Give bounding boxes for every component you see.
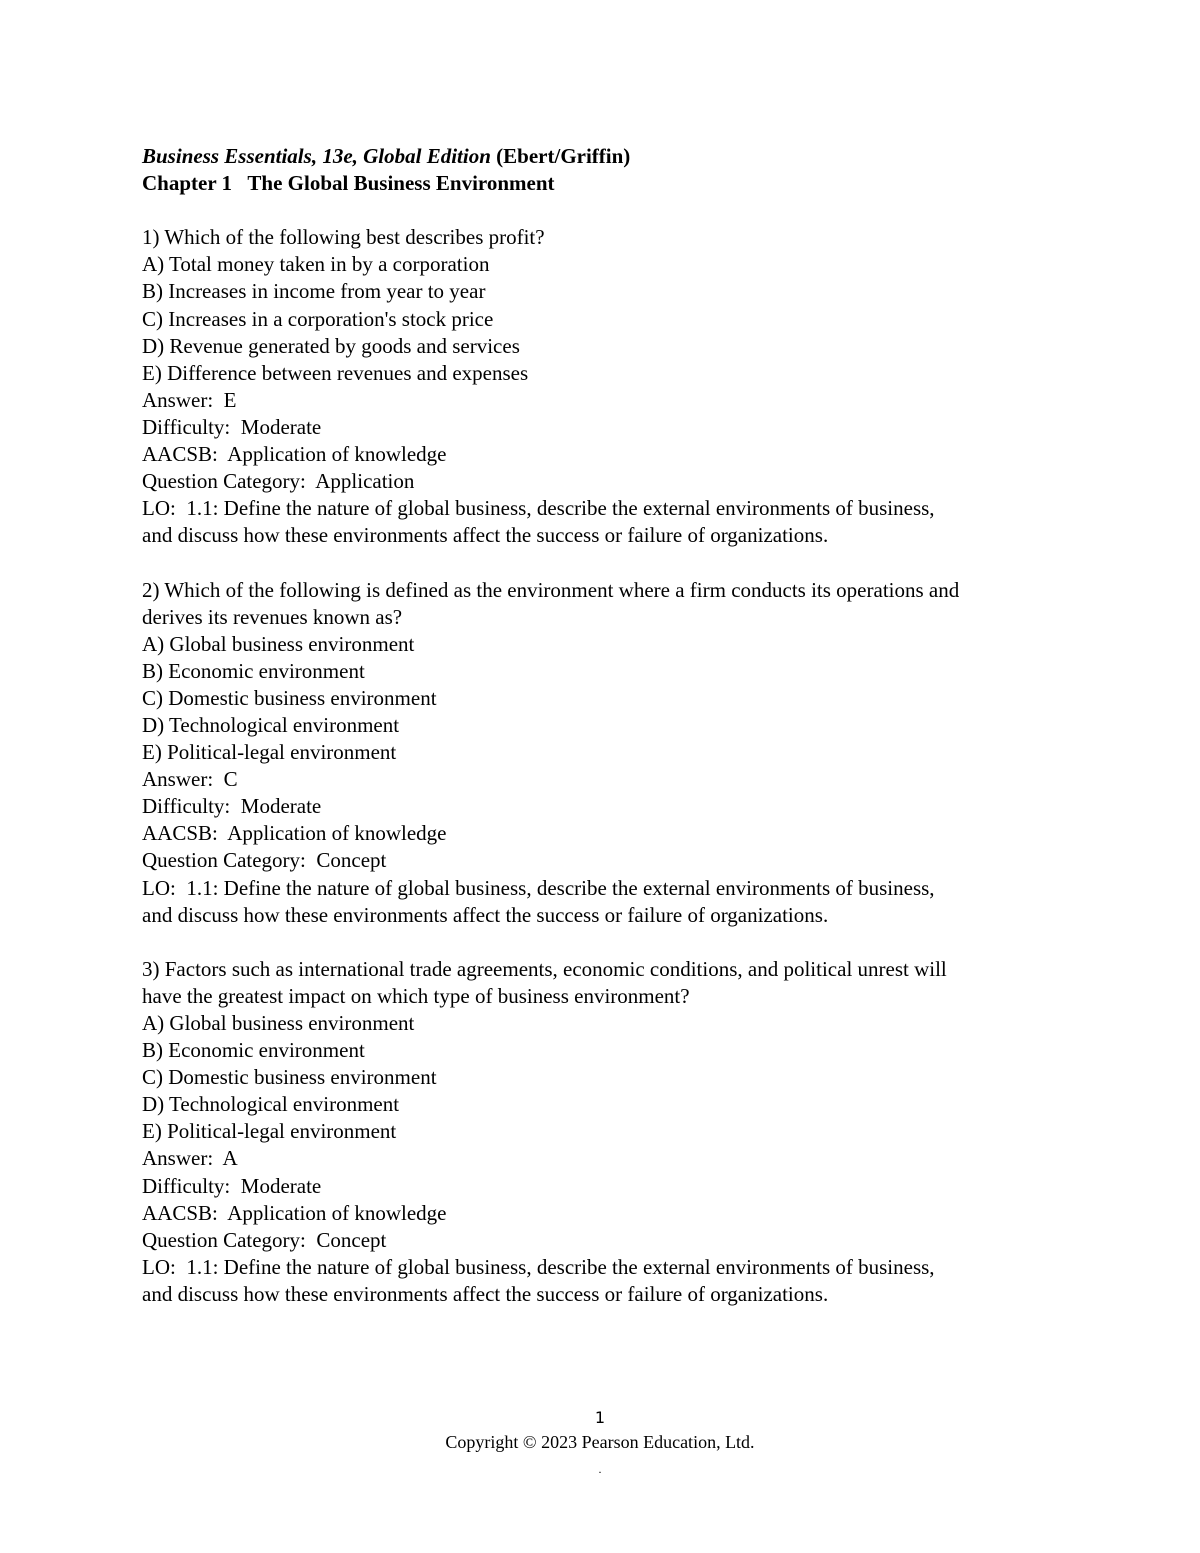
difficulty: Difficulty: Moderate [142,1173,322,1198]
footer-dot: . [598,1462,602,1476]
book-title-italic: Business Essentials, 13e, Global Edition [142,144,491,168]
difficulty: Difficulty: Moderate [142,414,322,439]
book-authors: (Ebert/Griffin) [490,144,631,168]
difficulty: Difficulty: Moderate [142,794,322,819]
answer-option: E) Political-legal environment [142,740,397,765]
answer-option: E) Difference between revenues and expenses [142,360,529,385]
learning-objective: and discuss how these environments affect the success or failure of organizations. [142,902,829,927]
page-number: 1 [594,1408,606,1427]
aacsb: AACSB: Application of knowledge [142,1200,447,1225]
answer-option: D) Revenue generated by goods and services [142,333,520,358]
question-stem: have the greatest impact on which type of business environment? [142,983,690,1008]
answer-key: Answer: A [142,1146,238,1171]
learning-objective: LO: 1.1: Define the nature of global business, describe the external environments of business, [142,875,935,900]
spacer [142,549,1102,576]
answer-key: Answer: E [142,387,237,412]
copyright-notice: Copyright © 2023 Pearson Education, Ltd. [445,1432,755,1452]
book-title [142,143,1102,170]
chapter-heading: Chapter 1 The Global Business Environment [142,171,555,196]
answer-option: B) Increases in income from year to year [142,279,486,304]
question-category: Question Category: Concept [142,848,387,873]
question-stem: derives its revenues known as? [142,604,403,629]
answer-option: B) Economic environment [142,1038,365,1063]
answer-option: D) Technological environment [142,712,400,737]
answer-option: A) Global business environment [142,631,415,656]
answer-option: B) Economic environment [142,658,365,683]
answer-option: A) Global business environment [142,1011,415,1035]
aacsb: AACSB: Application of knowledge [142,821,447,846]
document-page [142,143,1102,1308]
answer-option: C) Increases in a corporation's stock price [142,306,494,331]
question-category: Question Category: Concept [142,1227,387,1252]
answer-option: C) Domestic business environment [142,1065,437,1090]
learning-objective: and discuss how these environments affect the success or failure of organizations. [142,1281,829,1306]
learning-objective: and discuss how these environments affect the success or failure of organizations. [142,523,829,548]
question-block [142,224,1102,549]
learning-objective: LO: 1.1: Define the nature of global business, describe the external environments of business, [142,496,935,521]
spacer [142,197,1102,224]
question-stem: 1) Which of the following best describes profit? [142,225,545,250]
question-block [142,956,1102,1308]
question-stem: 3) Factors such as international trade agreements, economic conditions, and political unrest will [142,956,947,981]
learning-objective: LO: 1.1: Define the nature of global business, describe the external environments of business, [142,1254,935,1279]
answer-option: A) Total money taken in by a corporation [142,252,490,277]
question-block [142,577,1102,929]
spacer [142,929,1102,956]
answer-option: D) Technological environment [142,1092,400,1117]
answer-key: Answer: C [142,767,238,792]
answer-option: C) Domestic business environment [142,685,437,710]
question-stem: 2) Which of the following is defined as the environment where a firm conducts its operations and [142,577,960,602]
aacsb: AACSB: Application of knowledge [142,442,447,467]
question-category: Question Category: Application [142,469,415,494]
answer-option: E) Political-legal environment [142,1119,397,1144]
